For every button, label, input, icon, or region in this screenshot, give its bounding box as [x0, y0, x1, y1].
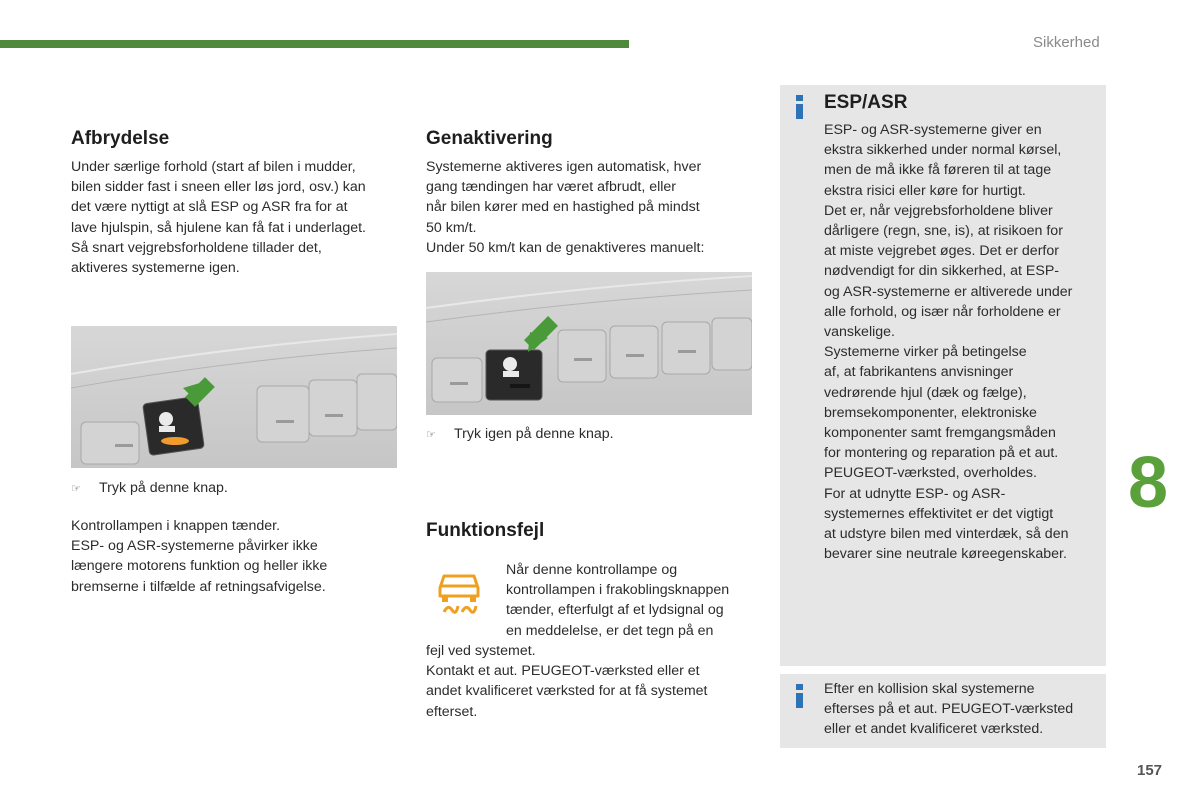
collision-note-box: [780, 674, 1106, 748]
esp-asr-info-box: [780, 85, 1106, 666]
esp-asr-text: ESP- og ASR-systemerne giver en ekstra sikkerhed under normal kørsel, men de må ikke få føreren til at tage ekstra risici eller køre for hurtigt. Det er, når vejgrebsforholdene bliver dårligere (regn, sne, is), at risikoen for at miste vejgrebet øges. Det er derfor nødvendigt for din sikkerhed, at ESP- og ASR-systemerne er altiverede under alle forhold, og især når forholdene er vanskelige. Systemerne virker på betingelse af, at fabrikantens anvisninger vedrørende hjul (dæk og fælge), bremsekomponenter, elektroniske komponenter samt fremgangsmåden for montering og reparation på et aut. PEUGEOT-værksted, overholdes. For at udnytte ESP- og ASR- systemernes effektivitet er det vigtigt at udstyre bilen med vinterdæk, så den bevarer sine neutrale køreegenskaber.: [824, 122, 1073, 563]
afbrydelse-after-text: Kontrollampen i knappen tænder. ESP- og ASR-systemerne påvirker ikke længere motorens funktion og heller ikke bremserne i tilfælde af retningsafvigelse.: [71, 518, 328, 595]
section-title: Sikkerhed: [1033, 34, 1100, 51]
esp-on-button-photo: [426, 272, 752, 415]
esp-on-button-illustration: [426, 272, 752, 415]
info-icon: [796, 684, 806, 708]
pointing-hand-icon: ☞: [426, 429, 436, 441]
genaktivering-bullet: ☞ Tryk igen på denne knap.: [426, 426, 614, 442]
funktionsfejl-text: fejl ved systemet. Kontakt et aut. PEUGEOT-værksted eller et andet kvalificeret værksted for at få systemet efterset.: [426, 643, 708, 720]
pointing-hand-icon: ☞: [71, 483, 81, 495]
esp-off-button-photo: [71, 326, 397, 468]
funktionsfejl-indented-text: Når denne kontrollampe og kontrollampen i frakoblingsknappen tænder, efterfulgt af et lydsignal og en meddelelse, er det tegn på en: [506, 562, 730, 639]
afbrydelse-bullet: ☞ Tryk på denne knap.: [71, 480, 228, 496]
afbrydelse-heading: Afbrydelse: [71, 128, 170, 149]
funktionsfejl-heading: Funktionsfejl: [426, 520, 545, 541]
genaktivering-heading: Genaktivering: [426, 128, 553, 149]
page-number: 157: [1137, 762, 1163, 779]
traction-warning-icon: [436, 572, 482, 619]
chapter-number: 8: [1128, 443, 1169, 523]
esp-asr-title: ESP/ASR: [824, 92, 908, 113]
info-icon: [796, 95, 806, 119]
genaktivering-paragraph: Systemerne aktiveres igen automatisk, hver gang tændingen har været afbrudt, eller når bilen kører med en hastighed på mindst 50 km/t. Under 50 km/t kan de genaktiveres manuelt:: [426, 159, 705, 256]
esp-off-button-illustration: [71, 326, 397, 468]
header-accent-bar: [0, 40, 629, 48]
collision-note-text: Efter en kollision skal systemerne efterses på et aut. PEUGEOT-værksted eller et andet kvalificeret værksted.: [824, 681, 1074, 738]
afbrydelse-paragraph: Under særlige forhold (start af bilen i mudder, bilen sidder fast i sneen eller løs jord, osv.) kan det være nyttigt at slå ESP og ASR fra for at lave hjulspin, så hjulene kan få fat i underlaget. Så snart vejgrebsforholdene tillader det, aktiveres systemerne igen.: [71, 159, 366, 277]
